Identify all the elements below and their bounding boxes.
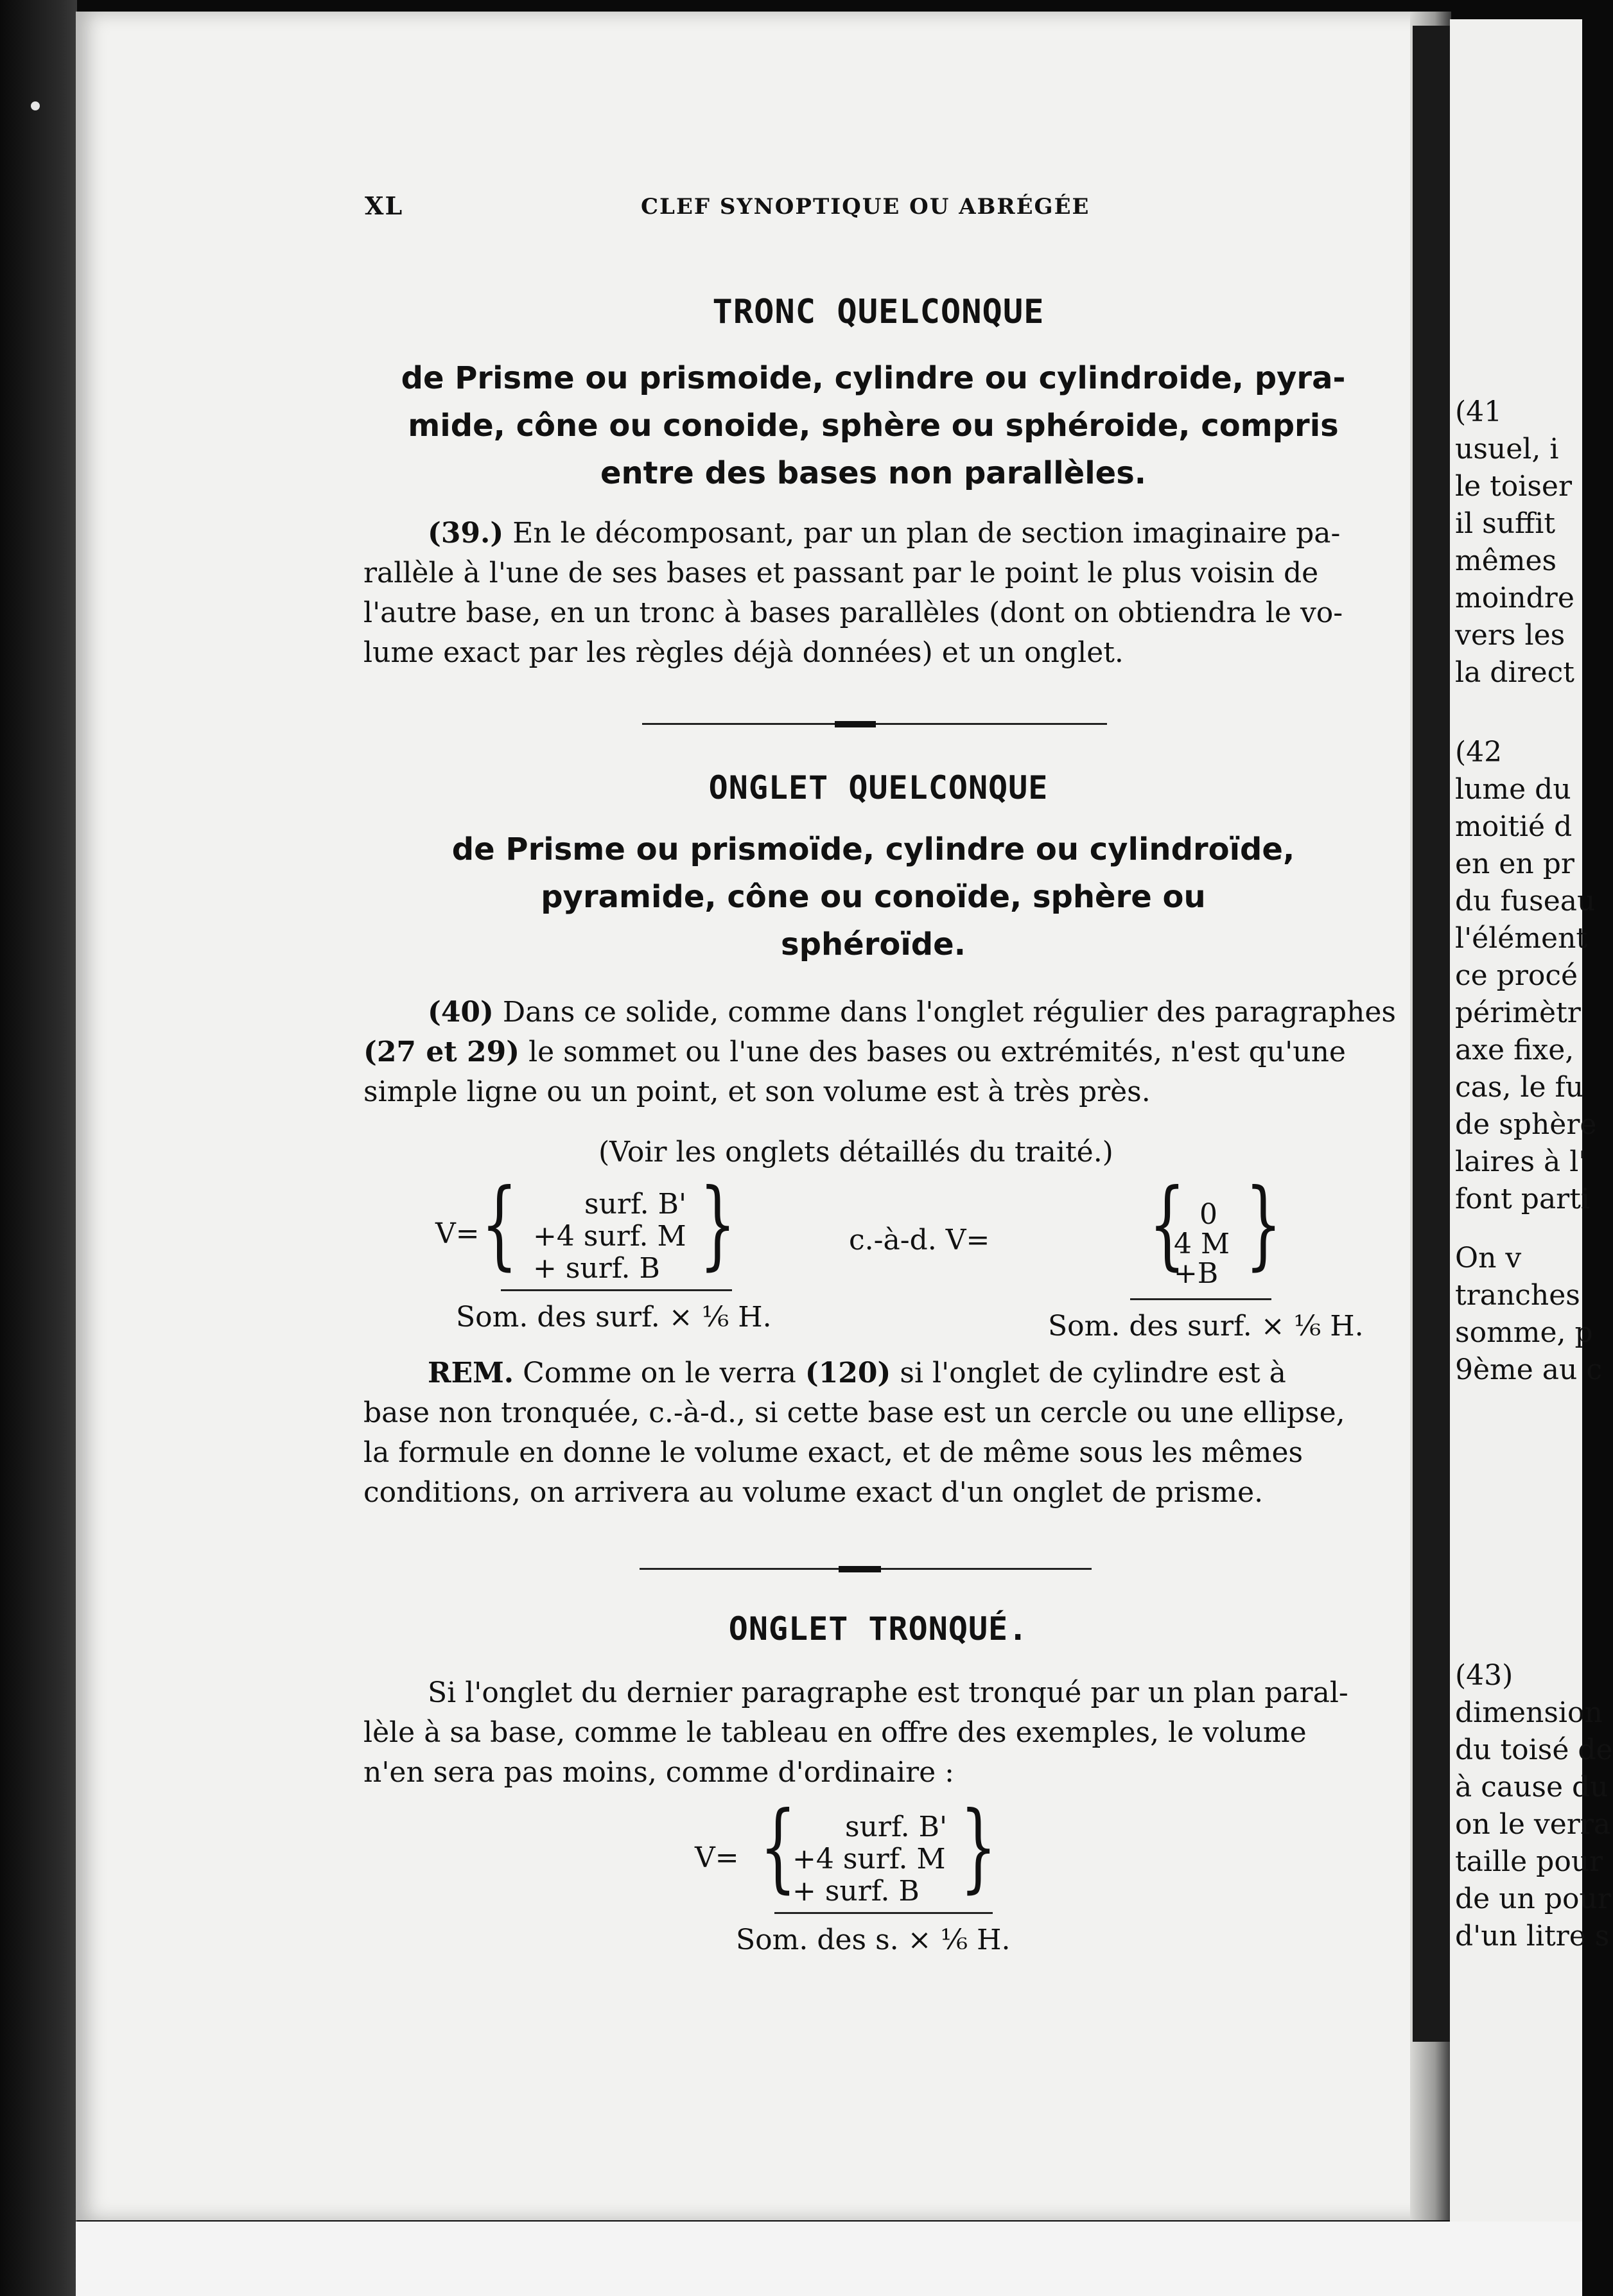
paragraph-39 [363, 514, 1391, 673]
right-brace: } [1245, 1169, 1282, 1280]
remark-label: REM. [428, 1357, 514, 1389]
subtitle-line: sphéroïde. [781, 926, 966, 962]
para-text: simple ligne ou un point, et son volume est à très près. [363, 1075, 1151, 1108]
facing-page-text: (41 [1455, 396, 1503, 428]
facing-page-text: axe fixe, [1455, 1034, 1574, 1066]
formula-lhs: V= [695, 1841, 739, 1874]
facing-page-text: laires à l' [1455, 1145, 1587, 1178]
facing-page-text: cas, le fu [1455, 1071, 1584, 1104]
formula-row: + surf. B [533, 1252, 660, 1285]
facing-page-text: lume du [1455, 773, 1571, 806]
formula-row: surf. B' [584, 1188, 687, 1221]
formula-row: 0 [1199, 1198, 1217, 1231]
formula-volume-tronque [691, 1791, 1076, 1978]
formula-volume-right [1040, 1169, 1400, 1355]
para-text: la formule en donne le volume exact, et de même sous les mêmes [363, 1436, 1303, 1469]
section-title-tronc: TRONC QUELCONQUE [712, 293, 1045, 331]
facing-page-text: mêmes [1455, 544, 1557, 577]
fraction-bar [1130, 1298, 1271, 1300]
formula-row: + surf. B [792, 1875, 920, 1908]
section-title-onglet-tronque: ONGLET TRONQUÉ. [728, 1610, 1029, 1648]
para-text: Si l'onglet du dernier paragraphe est tronqué par un plan paral- [428, 1676, 1348, 1709]
divider-rule [642, 723, 835, 725]
subtitle-line: pyramide, cône ou conoïde, sphère ou [541, 879, 1206, 915]
subtitle-line: de Prisme ou prismoïde, cylindre ou cylindroïde, [451, 831, 1295, 867]
facing-page-text: tranches [1455, 1279, 1580, 1312]
facing-page-text: d'un litre s [1455, 1920, 1610, 1952]
subtitle-line: de Prisme ou prismoide, cylindre ou cylindroide, pyra- [401, 360, 1346, 396]
formula-denominator: Som. des surf. × ⅙ H. [1048, 1310, 1364, 1343]
para-text: n'en sera pas moins, comme d'ordinaire : [363, 1756, 954, 1789]
running-title: CLEF SYNOPTIQUE OU ABRÉGÉE [641, 194, 1090, 220]
facing-page-text: taille pour [1455, 1845, 1603, 1878]
facing-page-text: le toiser [1455, 470, 1572, 503]
paragraph-reference: (27 et 29) [363, 1036, 520, 1068]
facing-page-text: du toisé de [1455, 1734, 1613, 1766]
facing-page-text: font parti [1455, 1183, 1590, 1215]
divider-ornament [835, 721, 876, 727]
facing-page-text: moitié d [1455, 810, 1573, 843]
paragraph-number: (40) [428, 996, 494, 1029]
para-text: lèle à sa base, comme le tableau en offre des exemples, le volume [363, 1716, 1307, 1749]
section-subtitle-onglet [360, 826, 1387, 968]
facing-page-text: vers les [1455, 619, 1565, 652]
subtitle-line: entre des bases non parallèles. [600, 455, 1147, 491]
formula-lhs: V= [435, 1217, 480, 1250]
subtitle-line: mide, cône ou conoide, sphère ou sphéroide, compris [408, 408, 1339, 444]
facing-page-text: 9ème au c [1455, 1353, 1602, 1386]
facing-page-text: en en pr [1455, 848, 1574, 880]
para-text: rallèle à l'une de ses bases et passant par le point le plus voisin de [363, 557, 1319, 589]
formula-volume-left [424, 1169, 809, 1355]
para-text: si l'onglet de cylindre est à [900, 1357, 1286, 1389]
formula-row: +4 surf. M [533, 1220, 686, 1253]
para-text: En le décomposant, par un plan de section imaginaire pa- [512, 517, 1341, 550]
right-brace: } [699, 1169, 737, 1280]
formula-row: surf. B' [845, 1811, 948, 1843]
facing-page-text: On v [1455, 1242, 1522, 1274]
paragraph-number: (39.) [428, 517, 504, 550]
facing-page-text: périmètr [1455, 996, 1581, 1029]
facing-page-text: (42 [1455, 736, 1503, 769]
fraction-bar [501, 1289, 732, 1291]
remark-paragraph [363, 1353, 1391, 1513]
facing-page-text: ce procé [1455, 959, 1578, 992]
section-title-onglet: ONGLET QUELCONQUE [708, 769, 1049, 806]
formula-row: +4 surf. M [792, 1843, 946, 1875]
paragraph-40 [363, 993, 1396, 1112]
facing-page-text: de sphère [1455, 1108, 1597, 1141]
book-gutter [1413, 26, 1450, 2042]
facing-page-fragment [1450, 19, 1613, 2296]
note: (Voir les onglets détaillés du traité.) [598, 1136, 1113, 1169]
scan-border-left [0, 0, 77, 2296]
para-text: lume exact par les règles déjà données) et un onglet. [363, 636, 1124, 669]
left-brace: { [481, 1169, 518, 1280]
facing-page-text: usuel, i [1455, 433, 1559, 465]
divider-rule [876, 723, 1107, 725]
para-text: conditions, on arrivera au volume exact d'un onglet de prisme. [363, 1476, 1264, 1509]
para-text: Dans ce solide, comme dans l'onglet régulier des paragraphes [502, 996, 1396, 1029]
formula-row: 4 M [1174, 1228, 1230, 1260]
right-brace: } [960, 1791, 997, 1903]
divider-rule [881, 1568, 1092, 1570]
facing-page-text: du fuseau [1455, 885, 1596, 918]
formula-row: +B [1174, 1257, 1219, 1290]
fraction-bar [774, 1912, 993, 1914]
formula-denominator: Som. des s. × ⅙ H. [736, 1924, 1011, 1956]
para-text: base non tronquée, c.-à-d., si cette base est un cercle ou une ellipse, [363, 1396, 1345, 1429]
divider-rule [640, 1568, 839, 1570]
paragraph-reference: (120) [805, 1357, 891, 1389]
facing-page-text: dimension [1455, 1696, 1603, 1729]
paragraph-onglet-tronque [363, 1673, 1391, 1793]
facing-page-text: la direct [1455, 656, 1574, 689]
scan-border-bottom [76, 2222, 1582, 2296]
facing-page-text: (43) [1455, 1659, 1513, 1692]
para-text: l'autre base, en un tronc à bases parallèles (dont on obtiendra le vo- [363, 596, 1343, 629]
para-text: le sommet ou l'une des bases ou extrémités, n'est qu'une [528, 1036, 1346, 1068]
facing-page-text: moindre [1455, 582, 1574, 614]
formula-denominator: Som. des surf. × ⅙ H. [456, 1301, 772, 1334]
para-text: Comme on le verra [523, 1357, 796, 1389]
facing-page-text: l'élément [1455, 922, 1588, 955]
section-subtitle-tronc [360, 354, 1387, 497]
left-brace: { [1149, 1169, 1186, 1280]
page-number: XL [365, 191, 404, 220]
formula-equivalence: c.-à-d. V= [849, 1224, 990, 1257]
facing-page-text: on le verra [1455, 1808, 1611, 1841]
left-brace: { [760, 1791, 797, 1903]
scan-speck [31, 101, 40, 110]
facing-page-text: de un pour [1455, 1883, 1611, 1915]
facing-page-text: il suffit [1455, 507, 1556, 540]
facing-page-text: à cause du [1455, 1771, 1609, 1804]
facing-page-text: somme, p [1455, 1316, 1593, 1349]
divider-ornament [839, 1566, 881, 1572]
